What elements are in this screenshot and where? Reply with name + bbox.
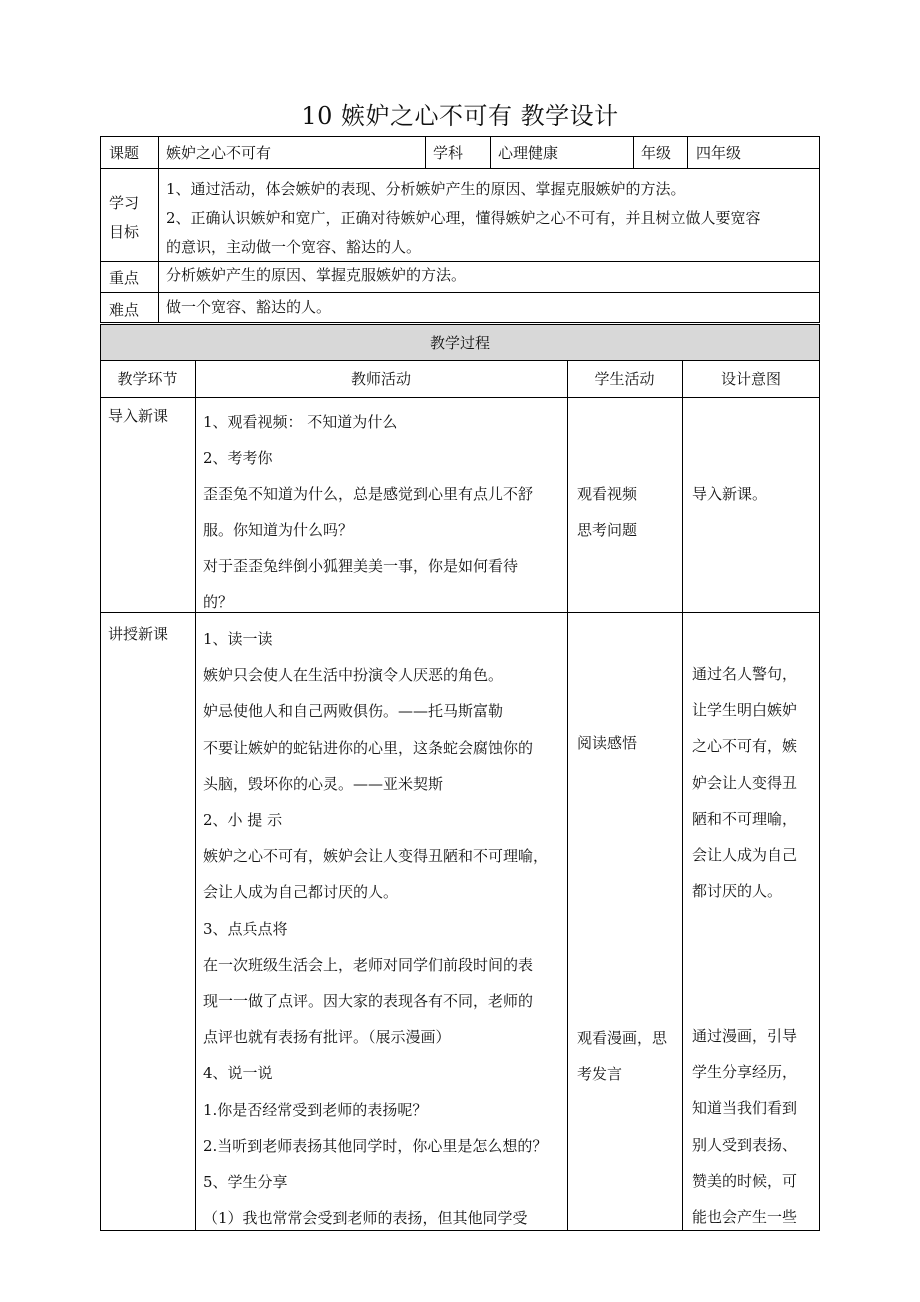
text-line: 服。你知道为什么吗？ (203, 521, 354, 539)
subject-label: 学科 (433, 144, 464, 162)
text-line: 点评也就有表扬有批评。（展示漫画） (203, 1028, 451, 1047)
key-value: 分析嫉妒产生的原因、掌握克服嫉妒的方法。 (166, 266, 467, 284)
column-header: 教学环节 (117, 370, 178, 388)
column-header: 教师活动 (350, 370, 411, 388)
grade-label: 年级 (641, 144, 672, 162)
student-activity-reading: 阅读感悟 (577, 734, 638, 752)
goals-label-line1: 学习 (109, 194, 140, 212)
text-line: 头脑，毁坏你的心灵。——亚米契斯 (203, 774, 444, 793)
text-line: 嫉妒只会使人在生活中扮演令人厌恶的角色。 (203, 666, 504, 685)
text-line: 2、考考你 (203, 449, 273, 467)
text-line: 让学生明白嫉妒 (692, 701, 798, 720)
text-line: 考发言 (577, 1065, 623, 1083)
text-line: 1、观看视频： 不知道为什么 (203, 413, 398, 431)
difficulty-value: 做一个宽容、豁达的人。 (166, 298, 332, 316)
text-line: 1、读一读 (203, 630, 273, 648)
text-line: 对于歪歪兔绊倒小狐狸美美一事，你是如何看待 (203, 557, 519, 575)
difficulty-label: 难点 (109, 301, 140, 319)
text-line: 的？ (203, 593, 234, 611)
text-line: 妒会让人变得丑 (692, 773, 798, 792)
column-header: 学生活动 (594, 370, 655, 388)
text-line: 观看视频 (577, 485, 638, 503)
text-line: 会让人成为自己都讨厌的人。 (203, 883, 399, 902)
text-line: （1）我也常常会受到老师的表扬，但其他同学受 (203, 1209, 528, 1228)
process-heading: 教学过程 (429, 334, 490, 352)
document-title: 10 嫉妒之心不可有 教学设计 (301, 102, 619, 130)
text-line: 观看漫画，思 (577, 1029, 668, 1047)
course-value: 嫉妒之心不可有 (166, 144, 272, 162)
text-line: 都讨厌的人。 (692, 882, 783, 901)
teacher-activity-teaching (203, 621, 548, 1236)
text-line: 赞美的时候，可 (692, 1171, 798, 1190)
teacher-activity-import (203, 404, 533, 620)
goal-line: 2、正确认识嫉妒和宽广，正确对待嫉妒心理，懂得嫉妒之心不可有，并且树立做人要宽容 (166, 209, 761, 227)
text-line: 会让人成为自己 (692, 846, 798, 865)
column-header: 设计意图 (720, 370, 781, 388)
design-intent-quotes (692, 656, 797, 909)
goal-line: 1、通过活动，体会嫉妒的表现、分析嫉妒产生的原因、掌握克服嫉妒的方法。 (166, 180, 686, 198)
stage-import: 导入新课 (108, 407, 169, 425)
goal-line: 的意识，主动做一个宽容、豁达的人。 (166, 238, 422, 256)
text-line: 1.你是否经常受到老师的表扬呢？ (203, 1100, 428, 1119)
text-line: 能也会产生一些 (692, 1208, 798, 1227)
stage-teaching: 讲授新课 (108, 625, 169, 643)
text-line: 在一次班级生活会上，老师对同学们前段时间的表 (203, 955, 534, 974)
text-line: 2.当听到老师表扬其他同学时，你心里是怎么想的？ (203, 1136, 548, 1155)
text-line: 通过漫画，引导 (692, 1027, 798, 1045)
text-line: 嫉妒之心不可有，嫉妒会让人变得丑陋和不可理喻， (203, 847, 549, 866)
text-line: 现一一做了点评。因大家的表现各有不同，老师的 (203, 992, 534, 1011)
text-line: 别人受到表扬、 (692, 1135, 798, 1154)
text-line: 歪歪兔不知道为什么，总是感觉到心里有点儿不舒 (203, 485, 534, 503)
design-intent-import (692, 476, 767, 512)
text-line: 不要让嫉妒的蛇钻进你的心里，这条蛇会腐蚀你的 (203, 738, 534, 757)
text-line: 学生分享经历， (692, 1063, 798, 1082)
text-line: 5、学生分享 (203, 1173, 288, 1192)
student-activity-import (577, 476, 637, 548)
subject-value: 心理健康 (498, 144, 559, 162)
text-line: 通过名人警句， (692, 665, 798, 683)
text-line: 之心不可有，嫉 (692, 737, 798, 756)
text-line: 导入新课。 (692, 485, 768, 503)
text-line: 2、小 提 示 (203, 811, 283, 830)
text-line: 陋和不可理喻， (692, 809, 798, 828)
text-line: 知道当我们看到 (692, 1099, 798, 1118)
text-line: 妒忌使他人和自己两败俱伤。——托马斯富勒 (203, 702, 504, 721)
design-intent-comic (692, 1018, 797, 1235)
key-label: 重点 (109, 269, 140, 287)
course-label: 课题 (109, 144, 140, 162)
text-line: 4、说一说 (203, 1064, 273, 1083)
student-activity-comic (577, 1020, 667, 1092)
grade-value: 四年级 (696, 144, 742, 162)
goals-label-line2: 目标 (109, 223, 140, 241)
text-line: 3、点兵点将 (203, 919, 288, 938)
text-line: 思考问题 (577, 521, 638, 539)
